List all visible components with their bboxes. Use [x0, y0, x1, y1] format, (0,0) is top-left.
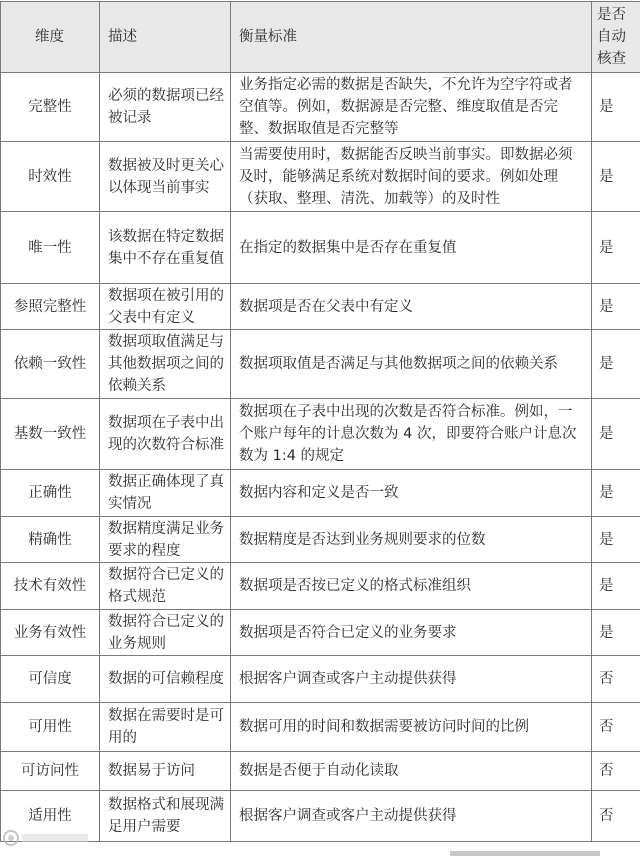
watermark-mark: [450, 851, 600, 856]
data-quality-dimensions-table: [0, 1, 640, 842]
table-row: [1, 610, 640, 656]
cell-dimension: 时效性: [1, 142, 100, 212]
cell-description: 数据项在子表中出现的次数符合标准: [100, 399, 231, 470]
cell-criterion: 根据客户调查或客户主动提供获得: [231, 791, 592, 842]
cell-description: 数据被及时更关心以体现当前事实: [100, 142, 231, 212]
cell-description: 数据项在被引用的父表中有定义: [100, 284, 231, 330]
cell-auto-check: 是: [592, 517, 640, 563]
cell-criterion: 数据是否便于自动化读取: [231, 752, 592, 791]
cell-criterion: 当需要使用时，数据能否反映当前事实。即数据必须及时，能够满足系统对数据时间的要求。例如处理（获取、整理、清洗、加载等）的及时性: [231, 142, 592, 212]
cell-description: 数据项取值满足与其他数据项之间的依赖关系: [100, 330, 231, 399]
cell-auto-check: 是: [592, 399, 640, 470]
cell-dimension: 精确性: [1, 517, 100, 563]
cell-dimension: 技术有效性: [1, 563, 100, 610]
table-row: [1, 470, 640, 517]
watermark-mark: [22, 834, 88, 842]
table-header: [1, 2, 640, 73]
cell-dimension: 可信度: [1, 656, 100, 703]
cell-description: 该数据在特定数据集中不存在重复值: [100, 212, 231, 284]
table-row: [1, 284, 640, 330]
cell-criterion: 在指定的数据集中是否存在重复值: [231, 212, 592, 284]
cell-description: 数据正确体现了真实情况: [100, 470, 231, 517]
cell-criterion: 业务指定必需的数据是否缺失，不允许为空字符或者空值等。例如，数据源是否完整、维度取值是否完整、数据取值是否完整等: [231, 73, 592, 142]
table-row: [1, 703, 640, 752]
header-dimension: 维度: [1, 2, 100, 73]
table-row: [1, 563, 640, 610]
cell-auto-check: 是: [592, 470, 640, 517]
cell-description: 必须的数据项已经被记录: [100, 73, 231, 142]
cell-description: 数据的可信赖程度: [100, 656, 231, 703]
header-description: 描述: [100, 2, 231, 73]
cell-auto-check: 是: [592, 142, 640, 212]
cell-dimension: 参照完整性: [1, 284, 100, 330]
table-row: [1, 791, 640, 842]
table-row: [1, 517, 640, 563]
table-row: [1, 752, 640, 791]
header-row: [1, 2, 640, 73]
header-criterion: 衡量标准: [231, 2, 592, 73]
cell-description: 数据易于访问: [100, 752, 231, 791]
cell-auto-check: 否: [592, 656, 640, 703]
table-row: [1, 142, 640, 212]
cell-auto-check: 否: [592, 703, 640, 752]
cell-auto-check: 是: [592, 212, 640, 284]
cell-description: 数据在需要时是可用的: [100, 703, 231, 752]
cell-dimension: 唯一性: [1, 212, 100, 284]
table-body: [1, 73, 640, 842]
cell-auto-check: 是: [592, 284, 640, 330]
cell-auto-check: 否: [592, 791, 640, 842]
table-row: [1, 330, 640, 399]
cell-dimension: 适用性: [1, 791, 100, 842]
cell-dimension: 业务有效性: [1, 610, 100, 656]
cell-criterion: 数据项取值是否满足与其他数据项之间的依赖关系: [231, 330, 592, 399]
cell-criterion: 数据可用的时间和数据需要被访问时间的比例: [231, 703, 592, 752]
table-row: [1, 212, 640, 284]
cell-dimension: 依赖一致性: [1, 330, 100, 399]
cell-auto-check: 否: [592, 752, 640, 791]
cell-dimension: 可访问性: [1, 752, 100, 791]
cell-description: 数据符合已定义的格式规范: [100, 563, 231, 610]
cell-dimension: 完整性: [1, 73, 100, 142]
table-row: [1, 656, 640, 703]
table-row: [1, 73, 640, 142]
cell-criterion: 数据项在子表中出现的次数是否符合标准。例如，一个账户每年的计息次数为 4 次，即要符合账户计息次数为 1:4 的规定: [231, 399, 592, 470]
cell-auto-check: 是: [592, 610, 640, 656]
cell-description: 数据符合已定义的业务规则: [100, 610, 231, 656]
cell-criterion: 数据内容和定义是否一致: [231, 470, 592, 517]
cell-auto-check: 是: [592, 330, 640, 399]
cell-dimension: 基数一致性: [1, 399, 100, 470]
cell-dimension: 正确性: [1, 470, 100, 517]
cell-auto-check: 是: [592, 73, 640, 142]
cell-description: 数据精度满足业务要求的程度: [100, 517, 231, 563]
cell-criterion: 数据项是否按已定义的格式标准组织: [231, 563, 592, 610]
cell-description: 数据格式和展现满足用户需要: [100, 791, 231, 842]
header-auto-check: 是否自动核查: [592, 2, 640, 73]
table-row: [1, 399, 640, 470]
watermark-logo-icon: [3, 830, 19, 846]
cell-criterion: 数据项是否符合已定义的业务要求: [231, 610, 592, 656]
cell-criterion: 数据精度是否达到业务规则要求的位数: [231, 517, 592, 563]
cell-auto-check: 是: [592, 563, 640, 610]
cell-criterion: 根据客户调查或客户主动提供获得: [231, 656, 592, 703]
cell-criterion: 数据项是否在父表中有定义: [231, 284, 592, 330]
cell-dimension: 可用性: [1, 703, 100, 752]
